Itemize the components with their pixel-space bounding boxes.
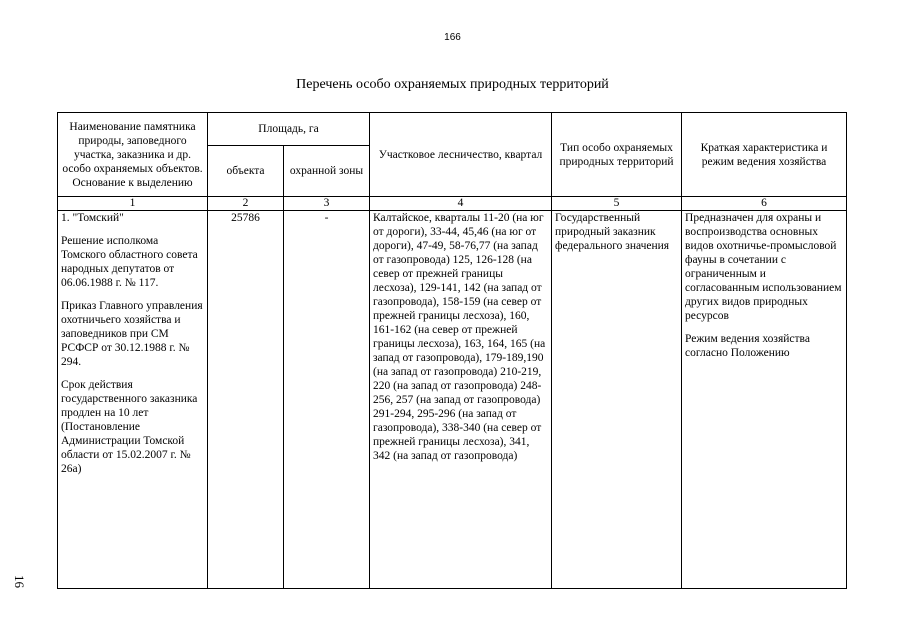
column-number-row: [58, 197, 847, 211]
protected-areas-table: [57, 112, 847, 589]
header-row-1: [58, 113, 847, 146]
cell-forestry: Калтайское, кварталы 11-20 (на юг от дороги), 33-44, 45,46 (на юг от дороги), 47-49, 58-76,77 (на запад от газопровода) 125, 126-128 (на север от прежней границы лесхоза), 129-141, 142 (на запад от газопровода), 158-159 (на север от прежней границы лесхоза), 160, 161-162 (на север от прежней границы лесхоза), 163, 164, 165 (на запад от газопровода), 179-189,190 (на запад от газопровода) 210-219, 220 (на запад от газопровода) 248-256, 257 (на запад от газопровода) 291-294, 295-296 (на запад от газопровода), 338-340 (на север от прежней границы лесхоза), 341, 342 (на запад от газопровода): [370, 211, 552, 589]
column-number: 5: [552, 197, 682, 211]
table-row: [58, 211, 847, 589]
characteristics-regime: Режим ведения хозяйства согласно Положению: [685, 333, 810, 359]
column-number: 3: [284, 197, 370, 211]
characteristics-purpose: Предназначен для охраны и воспроизводства основных видов охотничье-промысловой фауны в сочетании с ограниченным и согласованным использованием других видов природных ресурсов: [685, 212, 842, 322]
page-number: 166: [444, 32, 461, 43]
header-forestry: Участковое лесничество, квартал: [370, 113, 552, 197]
header-type: Тип особо охраняемых природных территорий: [552, 113, 682, 197]
document-title: Перечень особо охраняемых природных территорий: [296, 77, 609, 92]
cell-name: [58, 211, 208, 589]
basis-extension: Срок действия государственного заказника продлен на 10 лет (Постановление Администрации Томской области от 15.02.2007 г. № 26а): [61, 379, 198, 475]
cell-characteristics: [682, 211, 847, 589]
reserve-name: 1. "Томский": [61, 212, 124, 224]
header-characteristics: Краткая характеристика и режим ведения хозяйства: [682, 113, 847, 197]
cell-area-zone: -: [284, 211, 370, 589]
column-number: 1: [58, 197, 208, 211]
header-name: Наименование памятника природы, заповедного участка, заказника и др. особо охраняемых объектов. Основание к выделению: [58, 113, 208, 197]
header-area-zone: охранной зоны: [284, 146, 370, 197]
basis-order: Приказ Главного управления охотничьего хозяйства и заповедников при СМ РСФСР от 30.12.1988 г. № 294.: [61, 300, 203, 368]
header-area: Площадь, га: [208, 113, 370, 146]
column-number: 4: [370, 197, 552, 211]
column-number: 6: [682, 197, 847, 211]
cell-area-object: 25786: [208, 211, 284, 589]
basis-decision: Решение исполкома Томского областного совета народных депутатов от 06.06.1988 г. № 117.: [61, 235, 198, 289]
cell-type: Государственный природный заказник федерального значения: [552, 211, 682, 589]
column-number: 2: [208, 197, 284, 211]
header-area-object: объекта: [208, 146, 284, 197]
side-page-number: 16: [12, 575, 27, 588]
